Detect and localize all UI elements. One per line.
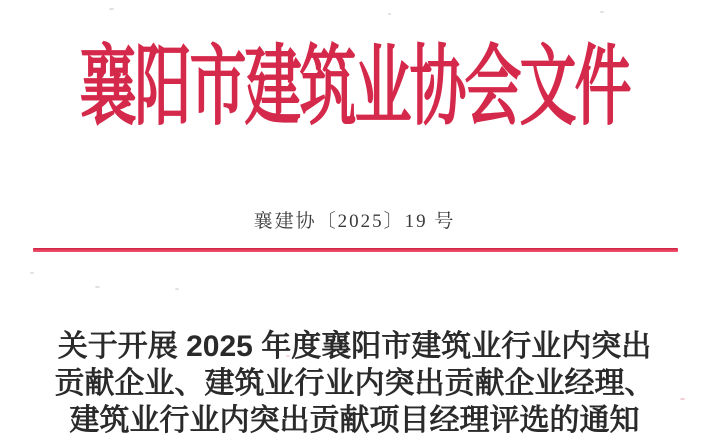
red-separator-line	[33, 248, 678, 252]
scan-artifact	[175, 288, 179, 290]
masthead	[0, 39, 709, 137]
notice-title-line-3: 建筑业行业内突出贡献项目经理评选的通知	[69, 404, 640, 437]
scan-artifact	[600, 11, 604, 13]
notice-title	[0, 328, 709, 439]
scan-artifact	[95, 286, 100, 288]
notice-title-line-1: 关于开展 2025 年度襄阳市建筑业行业内突出	[57, 330, 652, 363]
document-number: 襄建协〔2025〕19 号	[253, 211, 456, 232]
scan-artifact	[109, 8, 114, 10]
masthead-title: 襄阳市建筑业协会文件	[79, 39, 630, 137]
scan-artifact	[30, 272, 34, 274]
notice-title-line-2: 贡献企业、建筑业行业内突出贡献企业经理、	[54, 367, 655, 400]
scan-artifact	[388, 13, 391, 15]
